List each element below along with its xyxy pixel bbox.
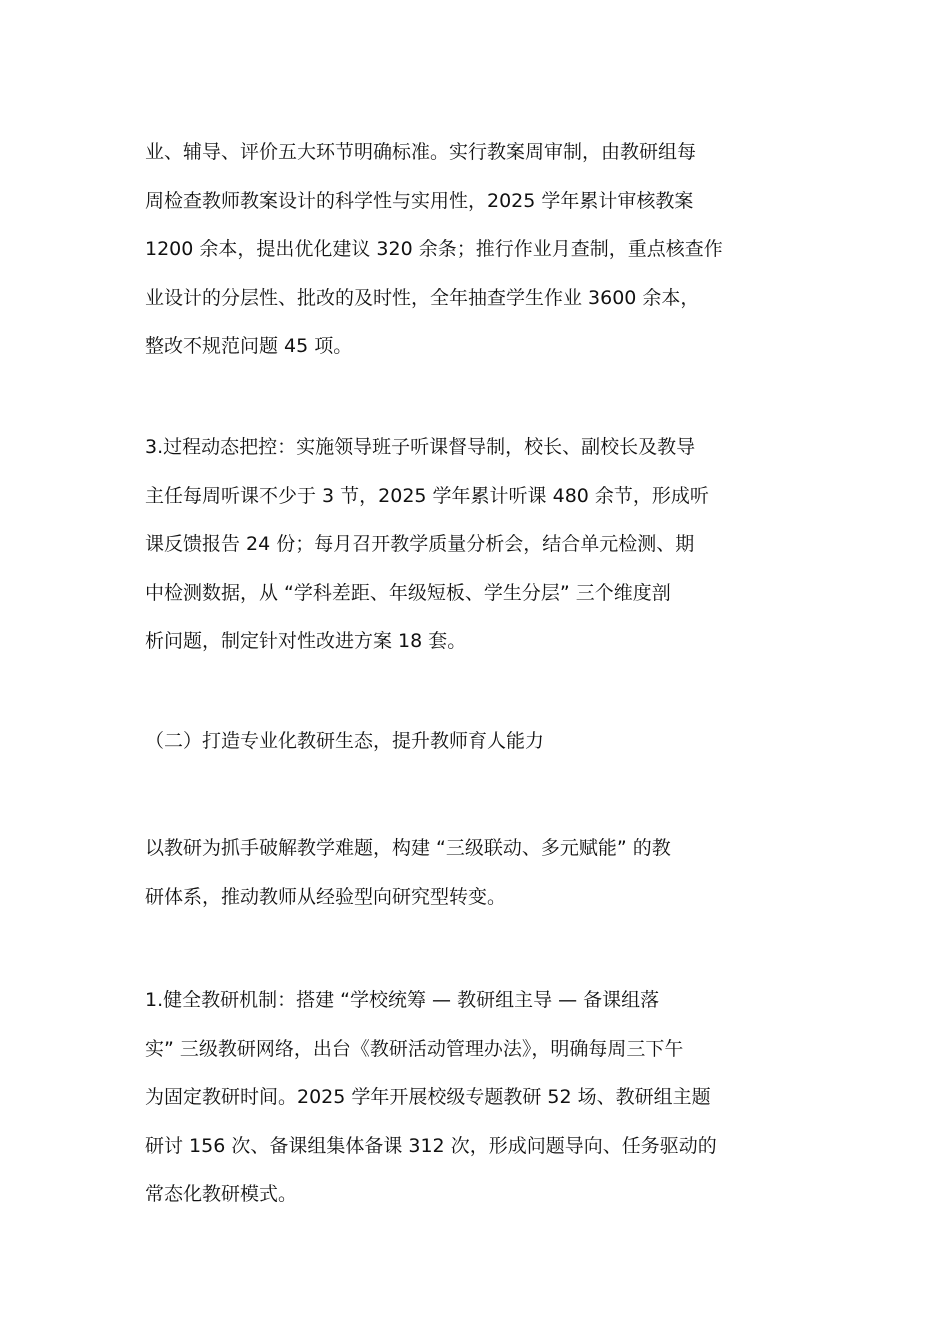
text-line: 3.过程动态把控：实施领导班子听课督导制，校长、副校长及教导	[145, 436, 696, 458]
text-line: 1.健全教研机制：搭建 “学校统筹 — 教研组主导 — 备课组落	[145, 989, 660, 1011]
heading-text: （二）打造专业化教研生态，提升教师育人能力	[145, 730, 545, 752]
text-line: 常态化教研模式。	[145, 1183, 298, 1205]
text-line: 研讨 156 次、备课组集体备课 312 次，形成问题导向、任务驱动的	[145, 1134, 717, 1157]
text-line: 整改不规范问题 45 项。	[145, 335, 353, 357]
text-line: 研体系，推动教师从经验型向研究型转变。	[145, 885, 507, 908]
paragraph-research-mechanism	[145, 976, 810, 1219]
text-line: 中检测数据，从 “学科差距、年级短板、学生分层” 三个维度剖	[145, 581, 671, 604]
text-line: 1200 余本，提出优化建议 320 余条；推行作业月查制，重点核查作	[145, 238, 723, 260]
text-line: 课反馈报告 24 份；每月召开教学质量分析会，结合单元检测、期	[145, 533, 695, 555]
text-line: 业、辅导、评价五大环节明确标准。实行教案周审制，由教研组每	[145, 141, 697, 163]
text-line: 周检查教师教案设计的科学性与实用性，2025 学年累计审核教案	[145, 189, 694, 212]
text-line: 析问题，制定针对性改进方案 18 套。	[145, 630, 467, 652]
text-line: 实” 三级教研网络，出台《教研活动管理办法》，明确每周三下午	[145, 1037, 684, 1060]
section-heading	[145, 717, 810, 766]
paragraph-section-intro	[145, 824, 810, 921]
paragraph-teaching-standards	[145, 128, 810, 371]
paragraph-process-control	[145, 423, 810, 666]
text-line: 以教研为抓手破解教学难题，构建 “三级联动、多元赋能” 的教	[145, 837, 671, 859]
text-line: 业设计的分层性、批改的及时性，全年抽查学生作业 3600 余本，	[145, 286, 700, 309]
text-line: 主任每周听课不少于 3 节，2025 学年累计听课 480 余节，形成听	[145, 484, 709, 507]
text-line: 为固定教研时间。2025 学年开展校级专题教研 52 场、教研组主题	[145, 1086, 711, 1108]
